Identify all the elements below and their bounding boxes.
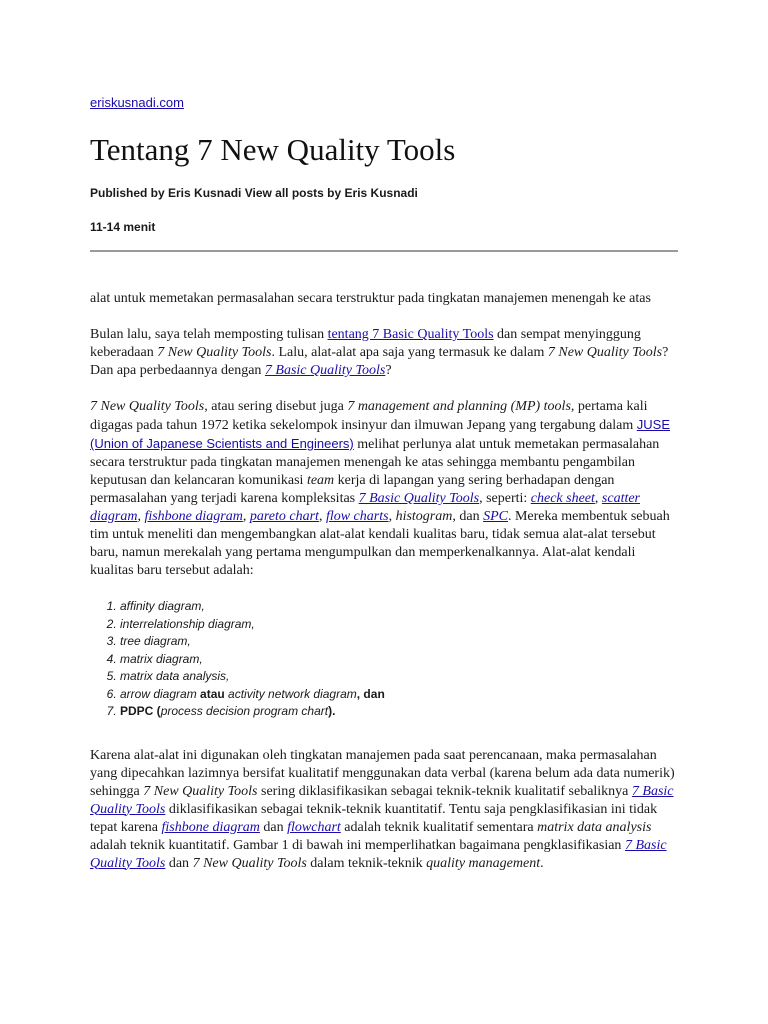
divider: [90, 250, 678, 252]
link-basic-quality-tools[interactable]: 7 Basic Quality Tools: [90, 783, 674, 817]
list-item: 3. tree diagram,: [120, 633, 678, 651]
link-basic-quality-tools[interactable]: 7 Basic Quality Tools: [264, 363, 386, 378]
paragraph-4: Karena alat-alat ini digunakan oleh tingkatan manajemen pada saat perencanaan, maka permasalahan yang dipecahkan lazimnya bersifat kualitatif menggunakan data verbal (karena belum ada data numerik) sehingga 7 New Quality Tools sering diklasifikasikan sebagai teknik-teknik kualitatif sebaliknya 7 Basic Quality Tools diklasifikasikan sebagai teknik-teknik kuantitatif. Tentu saja pengklasifikasian ini tidak tepat karena fishbone diagram dan flowchart adalah teknik kualitatif sementara matrix data analysis adalah teknik kuantitatif. Gambar 1 di bawah ini memperlihatkan bagaimana pengklasifikasian 7 Basic Quality Tools dan 7 New Quality Tools dalam teknik-teknik quality management.: [90, 747, 675, 871]
link-scatter-diagram[interactable]: scatter diagram: [90, 491, 641, 524]
list-item: 5. matrix data analysis,: [120, 668, 678, 686]
list-item: 4. matrix diagram,: [120, 651, 678, 669]
article-body: [90, 290, 678, 891]
link-fishbone-diagram[interactable]: fishbone diagram: [144, 509, 243, 524]
site-link[interactable]: eriskusnadi.com: [90, 95, 184, 110]
link-basic-quality-tools[interactable]: 7 Basic Quality Tools: [90, 837, 667, 871]
link-juse[interactable]: JUSE (Union of Japanese Scientists and Engineers): [90, 417, 671, 451]
link-fishbone-diagram[interactable]: fishbone diagram: [161, 819, 260, 835]
list-item: 1. affinity diagram,: [120, 598, 678, 616]
byline: Published by Eris Kusnadi View all posts by Eris Kusnadi: [90, 186, 418, 200]
list-item: 7. PDPC (process decision program chart).: [120, 703, 678, 721]
link-pareto-chart[interactable]: pareto chart: [249, 509, 319, 524]
paragraph-3: 7 New Quality Tools, atau sering disebut juga 7 management and planning (MP) tools, pertama kali digagas pada tahun 1972 ketika sekelompok insinyur dan ilmuwan Jepang yang tergabung dalam JUSE (Union of Japanese Scientists and Engineers) melihat perlunya alat untuk memetakan permasalahan secara terstruktur pada tingkatan manajemen menengah ke atas sehingga membantu pengambilan keputusan dan kelancaran komunikasi team kerja di lapangan yang sering berhadapan dengan permasalahan yang terjadi karena kompleksitas 7 Basic Quality Tools, seperti: check sheet, scatter diagram, fishbone diagram, pareto chart, flow charts, histogram, dan SPC. Mereka membentuk sebuah tim untuk meneliti dan mengembangkan alat-alat kendali kualitas baru, tidak semua alat-alat tersebut baru, namun merekalah yang pertama mengumpulkan dan memperkenalkannya. Alat-alat kendali kualitas baru tersebut adalah:: [90, 399, 671, 578]
paragraph-2: Bulan lalu, saya telah memposting tulisan tentang 7 Basic Quality Tools dan sempat menyinggung keberadaan 7 New Quality Tools. Lalu, alat-alat apa saja yang termasuk ke dalam 7 New Quality Tools? Dan apa perbedaannya dengan 7 Basic Quality Tools?: [90, 327, 669, 378]
link-flow-charts[interactable]: flow charts: [325, 509, 389, 524]
link-spc[interactable]: SPC: [483, 509, 508, 524]
link-flowchart[interactable]: flowchart: [287, 819, 341, 835]
page-title: Tentang 7 New Quality Tools: [90, 132, 456, 167]
link-check-sheet[interactable]: check sheet: [530, 491, 595, 506]
link-basic-quality-tools[interactable]: tentang 7 Basic Quality Tools: [327, 327, 494, 342]
read-time: 11-14 menit: [90, 220, 156, 234]
intro-paragraph: alat untuk memetakan permasalahan secara terstruktur pada tingkatan manajemen menengah ke atas: [90, 291, 651, 306]
tools-list: [90, 598, 678, 721]
link-basic-quality-tools[interactable]: 7 Basic Quality Tools: [358, 491, 480, 506]
list-item: 2. interrelationship diagram,: [120, 616, 678, 634]
list-item: 6. arrow diagram atau activity network diagram, dan: [120, 686, 678, 704]
